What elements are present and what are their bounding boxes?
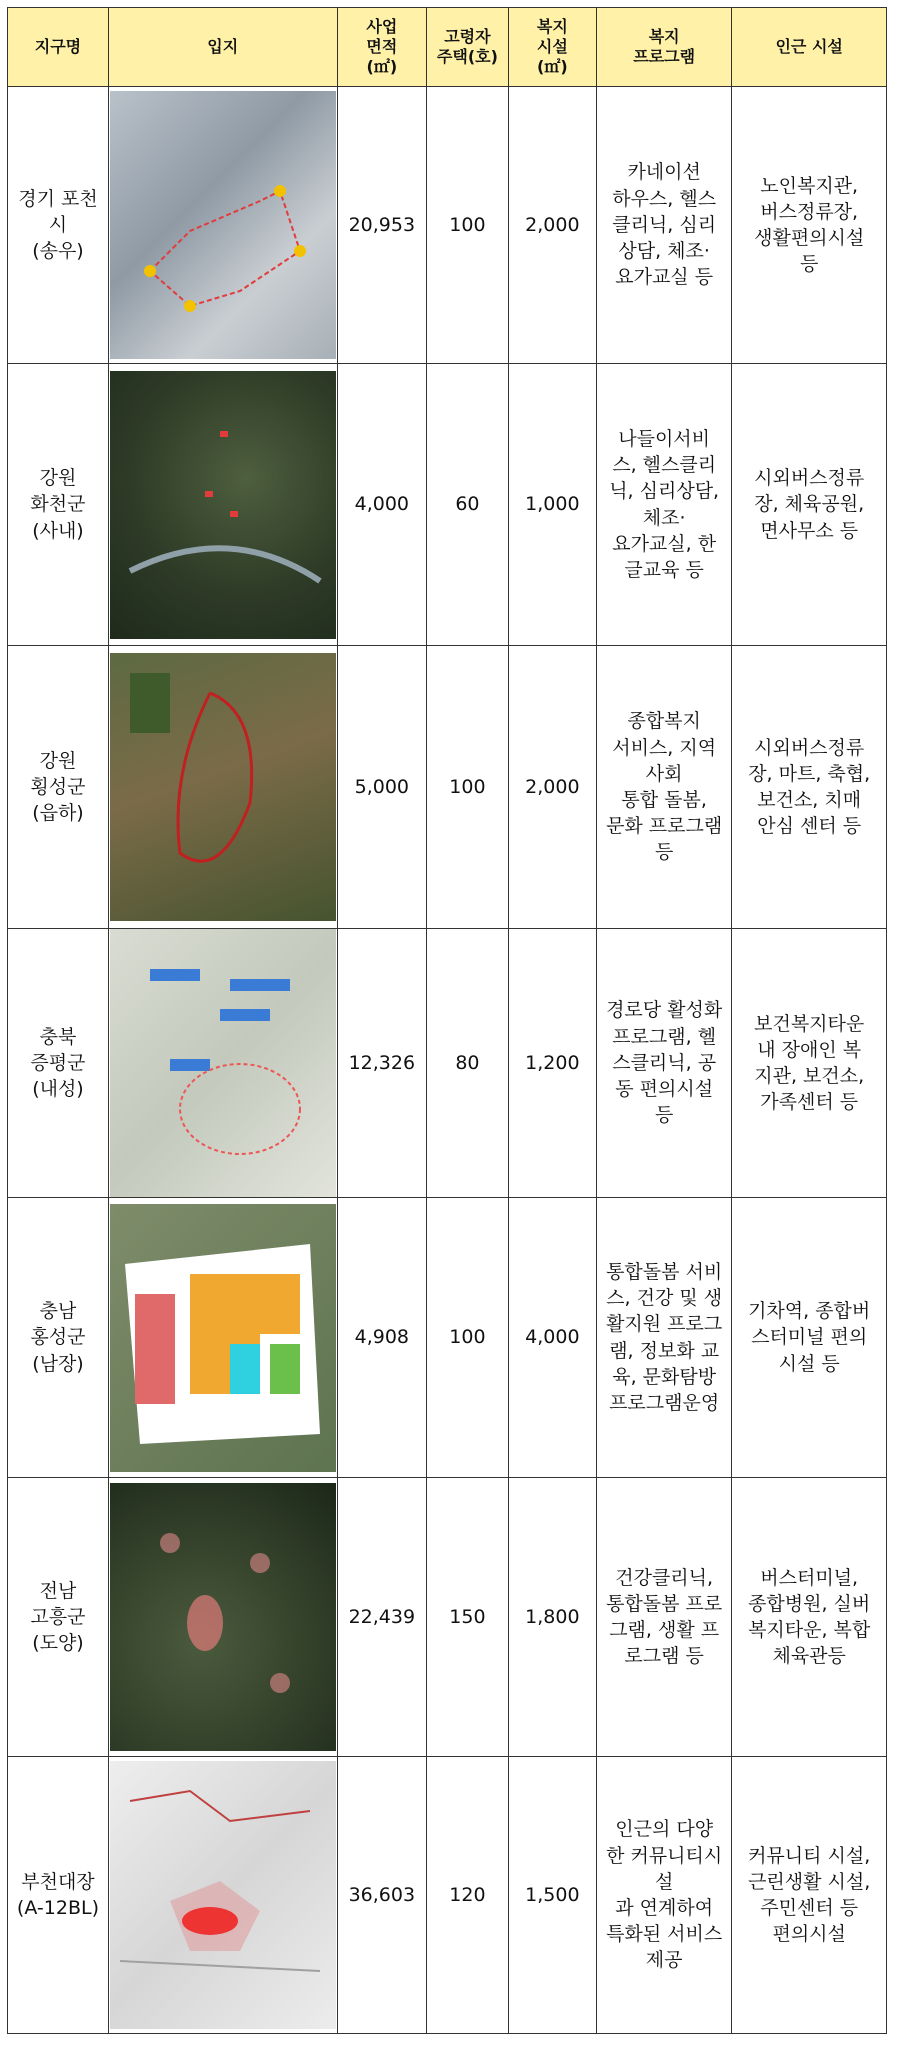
program-cell: 건강클리닉, 통합돌봄 프로 그램, 생활 프 로그램 등 [596, 1478, 731, 1757]
welfare-cell: 1,500 [508, 1757, 596, 2034]
district-cell: 충남 홍성군 (남장) [8, 1198, 109, 1478]
housing-cell: 120 [427, 1757, 509, 2034]
header-site: 입지 [108, 8, 337, 87]
welfare-cell: 4,000 [508, 1198, 596, 1478]
program-cell: 인근의 다양 한 커뮤니티시설 과 연계하여 특화된 서비스 제공 [596, 1757, 731, 2034]
site-map-hongseong [110, 1204, 336, 1472]
welfare-cell: 1,200 [508, 929, 596, 1198]
site-map-hwacheon [110, 371, 336, 639]
area-cell: 36,603 [337, 1757, 426, 2034]
housing-cell: 60 [427, 364, 509, 646]
header-program: 복지 프로그램 [596, 8, 731, 87]
table-row [8, 929, 887, 1198]
site-map-pocheon [110, 91, 336, 359]
nearby-cell: 시외버스정류 장, 마트, 축협, 보건소, 치매 안심 센터 등 [732, 646, 887, 929]
header-district: 지구명 [8, 8, 109, 87]
header-area: 사업 면적 (㎡) [337, 8, 426, 87]
nearby-cell: 기차역, 종합버 스터미널 편의 시설 등 [732, 1198, 887, 1478]
program-cell: 나들이서비 스, 헬스클리 닉, 심리상담, 체조· 요가교실, 한 글교육 등 [596, 364, 731, 646]
table-row [8, 1757, 887, 2034]
program-cell: 카네이션 하우스, 헬스 클리닉, 심리 상담, 체조· 요가교실 등 [596, 87, 731, 364]
welfare-cell: 2,000 [508, 646, 596, 929]
area-cell: 12,326 [337, 929, 426, 1198]
welfare-cell: 1,000 [508, 364, 596, 646]
nearby-cell: 노인복지관, 버스정류장, 생활편의시설 등 [732, 87, 887, 364]
site-map-hoengseong [110, 653, 336, 921]
housing-cell: 100 [427, 1198, 509, 1478]
housing-cell: 80 [427, 929, 509, 1198]
program-cell: 경로당 활성화 프로그램, 헬 스클리닉, 공 동 편의시설 등 [596, 929, 731, 1198]
district-cell: 강원 화천군 (사내) [8, 364, 109, 646]
site-map-bucheon [110, 1761, 336, 2029]
housing-cell: 150 [427, 1478, 509, 1757]
housing-cell: 100 [427, 87, 509, 364]
program-cell: 종합복지 서비스, 지역 사회 통합 돌봄, 문화 프로그램 등 [596, 646, 731, 929]
area-cell: 4,000 [337, 364, 426, 646]
site-map-goheung [110, 1483, 336, 1751]
district-cell: 부천대장 (A-12BL) [8, 1757, 109, 2034]
header-nearby: 인근 시설 [732, 8, 887, 87]
header-row [8, 8, 887, 87]
housing-cell: 100 [427, 646, 509, 929]
table-row [8, 364, 887, 646]
nearby-cell: 보건복지타운 내 장애인 복 지관, 보건소, 가족센터 등 [732, 929, 887, 1198]
table-row [8, 1198, 887, 1478]
header-housing: 고령자 주택(호) [427, 8, 509, 87]
welfare-cell: 1,800 [508, 1478, 596, 1757]
housing-site-table [7, 7, 887, 2034]
nearby-cell: 커뮤니티 시설, 근린생활 시설, 주민센터 등 편의시설 [732, 1757, 887, 2034]
nearby-cell: 시외버스정류 장, 체육공원, 면사무소 등 [732, 364, 887, 646]
district-cell: 경기 포천 시 (송우) [8, 87, 109, 364]
district-cell: 강원 횡성군 (읍하) [8, 646, 109, 929]
area-cell: 22,439 [337, 1478, 426, 1757]
district-cell: 전남 고흥군 (도양) [8, 1478, 109, 1757]
table-row [8, 87, 887, 364]
table-row [8, 1478, 887, 1757]
area-cell: 20,953 [337, 87, 426, 364]
area-cell: 4,908 [337, 1198, 426, 1478]
table-row [8, 646, 887, 929]
program-cell: 통합돌봄 서비 스, 건강 및 생 활지원 프로그 램, 정보화 교 육, 문화탐방 프로그램운영 [596, 1198, 731, 1478]
header-welfare: 복지 시설 (㎡) [508, 8, 596, 87]
area-cell: 5,000 [337, 646, 426, 929]
site-map-jeungpyeong [110, 929, 336, 1197]
district-cell: 충북 증평군 (내성) [8, 929, 109, 1198]
welfare-cell: 2,000 [508, 87, 596, 364]
nearby-cell: 버스터미널, 종합병원, 실버 복지타운, 복합 체육관등 [732, 1478, 887, 1757]
